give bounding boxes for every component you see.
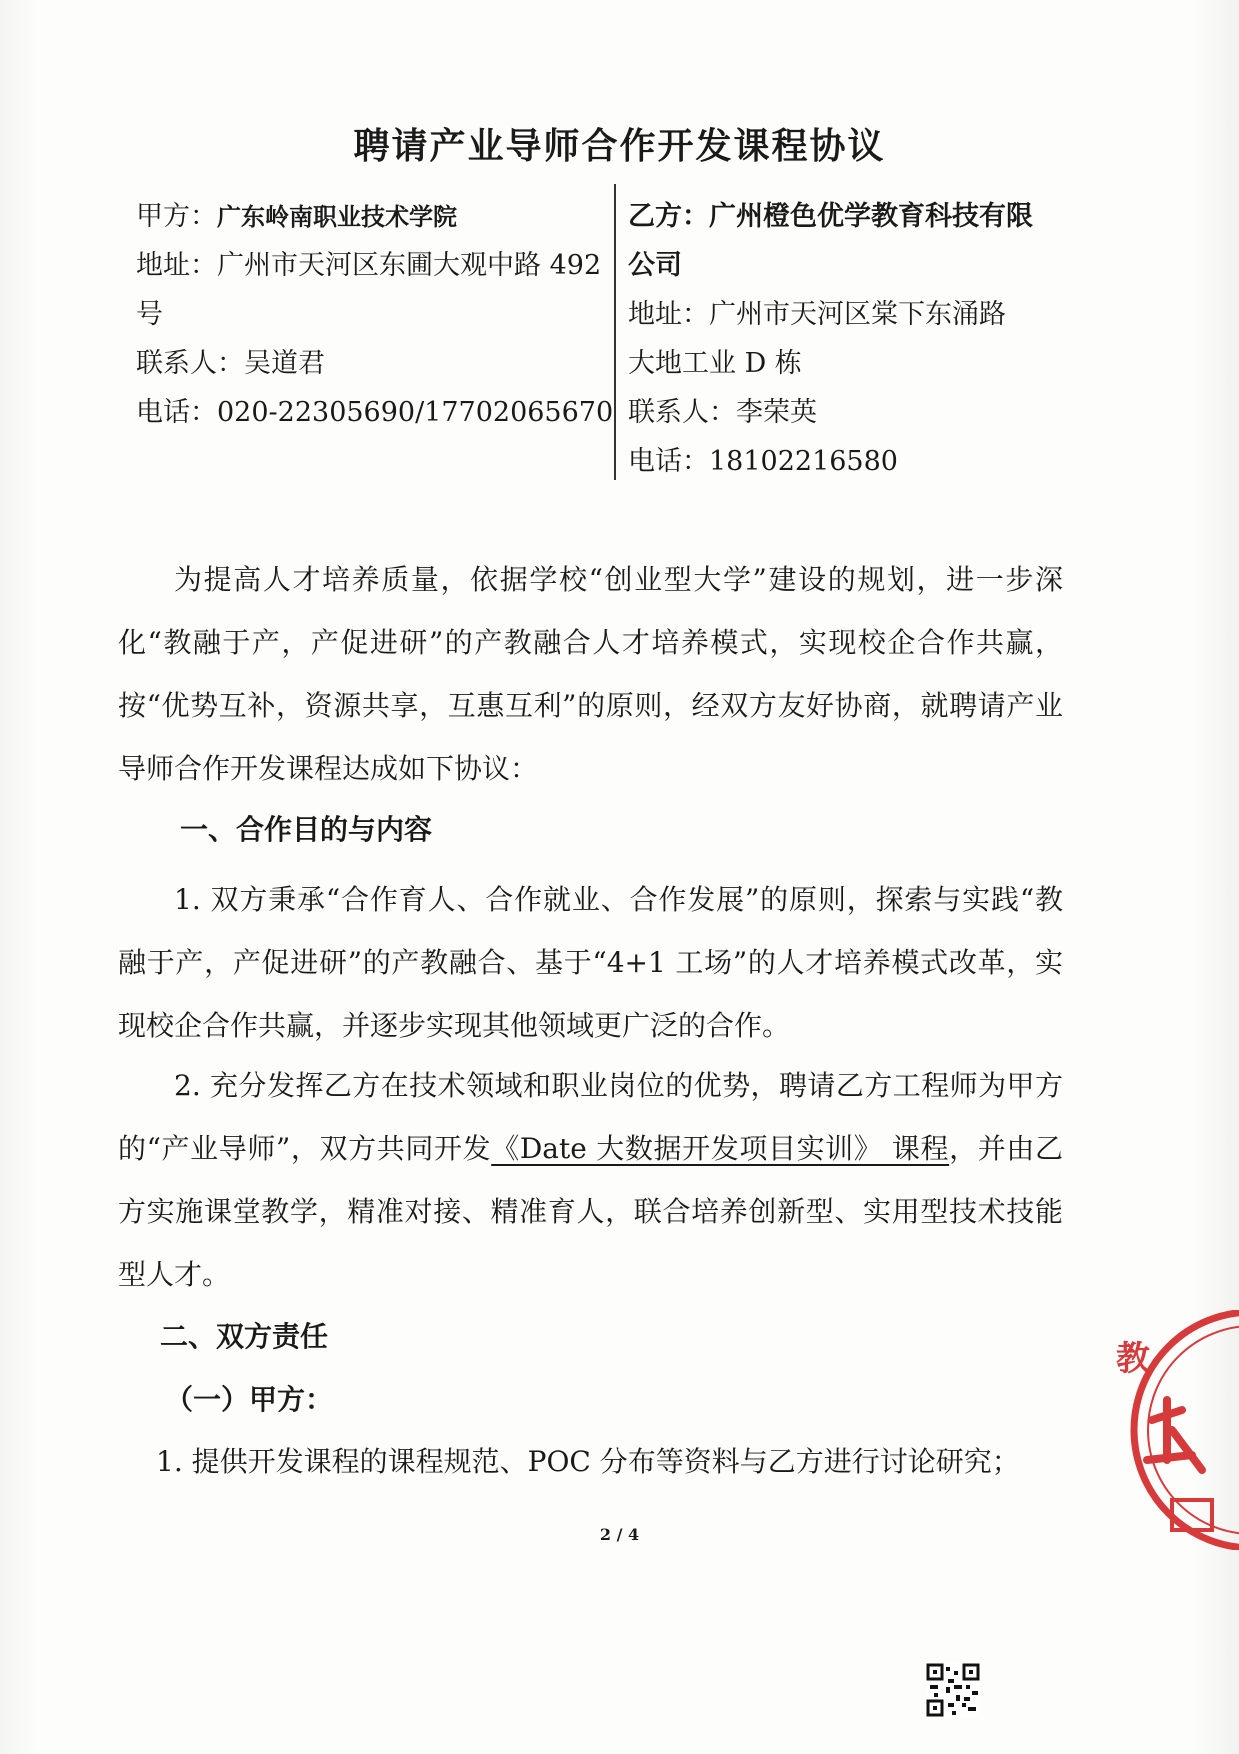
section-1-item-2-before: 2. 充分发挥乙方在技术领域和职业岗位的优势，聘请乙方工程师为甲方的“产业导师”，双方共同开发 [118, 1069, 1063, 1165]
parties-divider [614, 184, 616, 480]
course-name: 《Date 大数据开发项目实训》 课程 [491, 1132, 950, 1165]
section-1-item-2-after: ，并由乙方实施课堂教学，精准对接、精准育人，联合培养创新型、实用型技术技能型人才。 [118, 1132, 1063, 1291]
party-a-info [136, 192, 614, 437]
party-a-address-1: 地址：广州市天河区东圃大观中路 492 [136, 250, 602, 281]
party-b-address-2: 大地工业 D 栋 [628, 348, 802, 379]
preamble-paragraph: 为提高人才培养质量，依据学校“创业型大学”建设的规划，进一步深化“教融于产，产促进研”的产教融合人才培养模式，实现校企合作共赢，按“优势互补，资源共享，互惠互利”的原则，经双方友好协商，就聘请产业导师合作开发课程达成如下协议： [118, 563, 1063, 785]
party-b-info [628, 192, 1088, 486]
seal-text: 教 [1116, 1339, 1150, 1379]
party-b-phone: 电话：18102216580 [628, 446, 898, 477]
section-2-item-1: 1. 提供开发课程的课程规范、POC 分布等资料与乙方进行讨论研究； [156, 1445, 1020, 1478]
party-b-name-2: 公司 [628, 250, 682, 281]
party-b-contact: 联系人：李荣英 [628, 397, 817, 428]
party-a-contact: 联系人：吴道君 [136, 348, 325, 379]
section-1-item-2 [118, 1054, 1063, 1306]
party-b-address-1: 地址：广州市天河区棠下东涌路 [628, 299, 1006, 330]
party-a-name: 广东岭南职业技术学院 [217, 202, 457, 231]
qr-code [926, 1663, 980, 1717]
section-2-heading: 二、双方责任 [160, 1320, 329, 1353]
parties-block [136, 192, 1096, 482]
party-a-name-row [136, 192, 606, 241]
section-2-subheading: （一）甲方： [165, 1383, 334, 1416]
page-number: 2 / 4 [599, 1525, 640, 1544]
party-a-label: 甲方： [136, 201, 217, 232]
section-1-item-1: 1. 双方秉承“合作育人、合作就业、合作发展”的原则，探索与实践“教融于产，产促进研”的产教融合、基于“4+1 工场”的人才培养模式改革，实现校企合作共赢，并逐步实现其他领域更广泛的合作。 [118, 883, 1063, 1042]
red-seal-stamp [1112, 1310, 1239, 1550]
party-a-phone: 电话：020-22305690/17702065670 [136, 397, 614, 428]
party-b-name-1: 乙方：广州橙色优学教育科技有限 [628, 201, 1033, 232]
document-title: 聘请产业导师合作开发课程协议 [353, 125, 886, 167]
section-1-heading: 一、合作目的与内容 [180, 813, 433, 846]
party-a-address-2: 号 [136, 299, 163, 330]
